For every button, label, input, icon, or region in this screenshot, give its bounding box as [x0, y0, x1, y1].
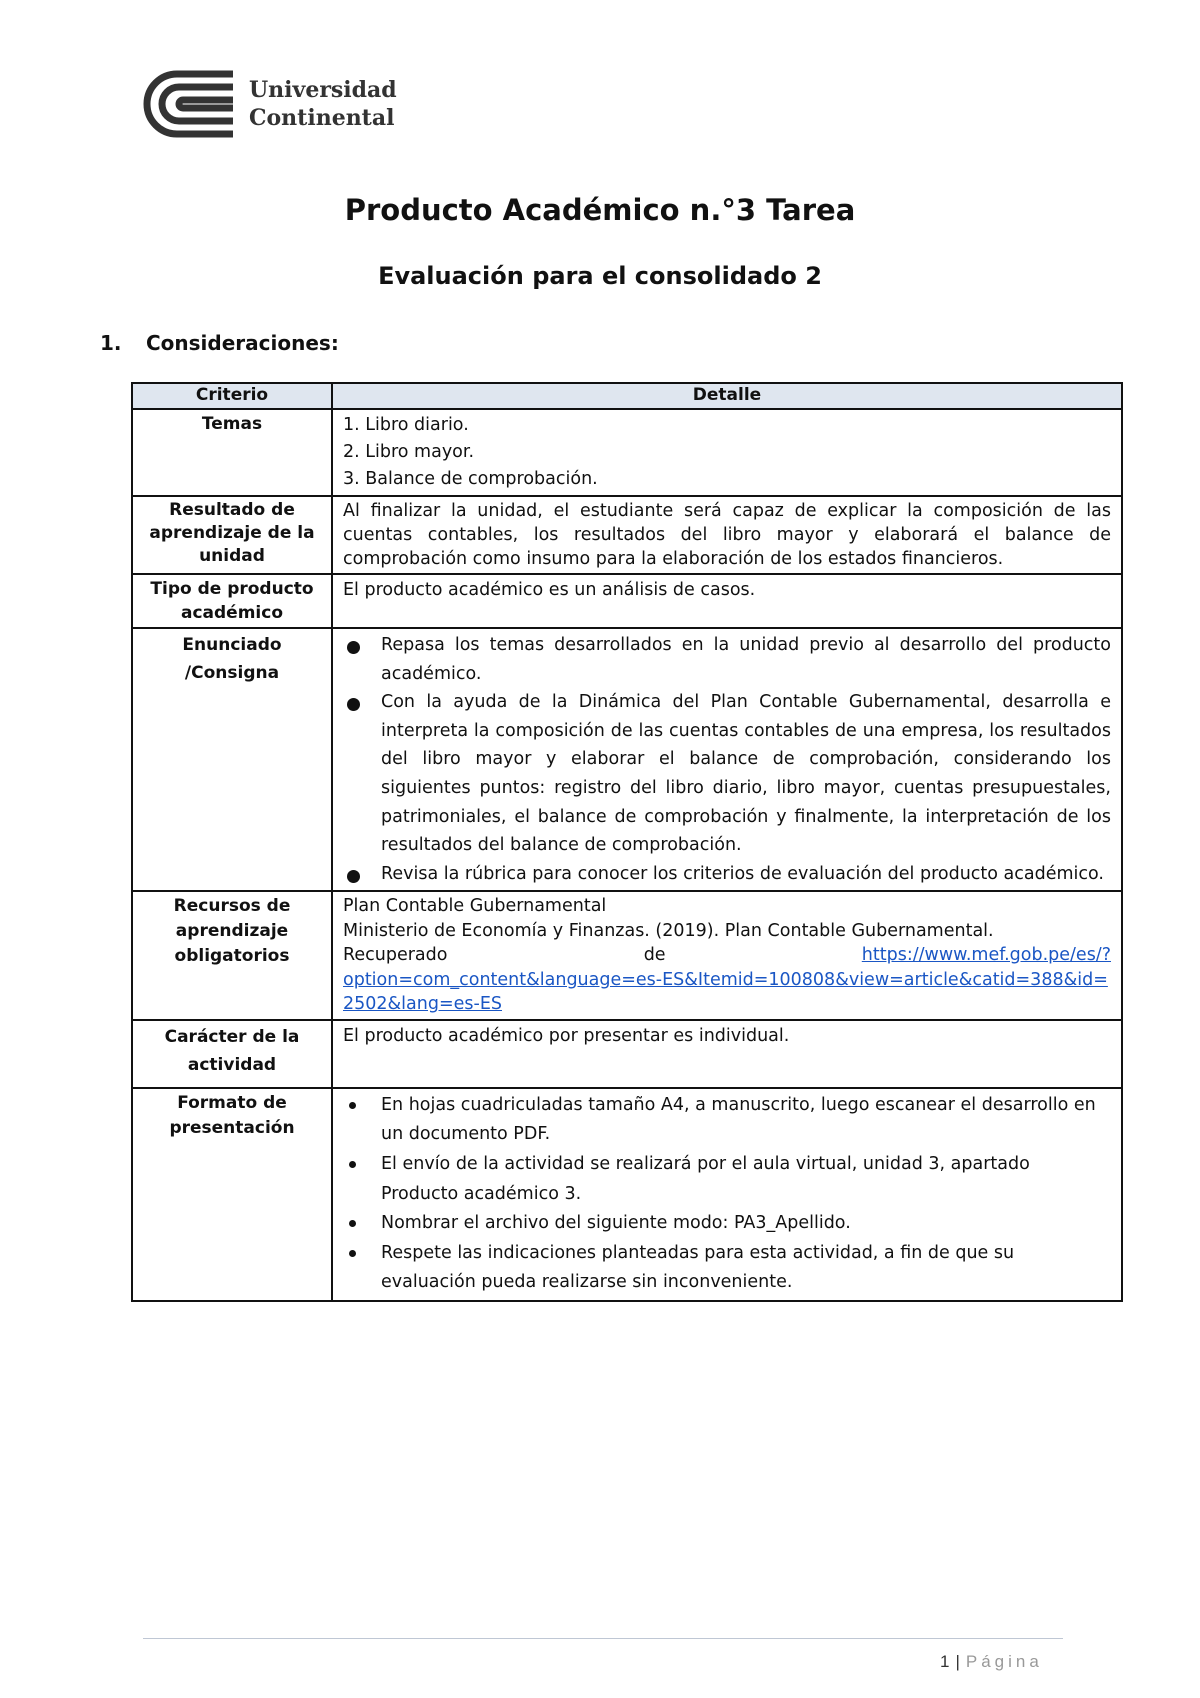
logo-line-2: Continental	[249, 105, 395, 131]
list-item	[343, 1239, 1111, 1298]
bullet-icon	[349, 1220, 356, 1227]
formato-detail	[332, 1088, 1122, 1301]
formato-item-text: En hojas cuadriculadas tamaño A4, a manuscrito, luego escanear el desarrollo en un documento PDF.	[381, 1094, 1096, 1145]
list-item	[343, 1209, 1111, 1239]
caracter-detail: El producto académico por presentar es individual.	[332, 1020, 1122, 1088]
table-row	[132, 496, 1122, 574]
formato-item-text: El envío de la actividad se realizará por el aula virtual, unidad 3, apartado Producto académico 3.	[381, 1154, 1030, 1204]
row-label-enunciado: Enunciado /Consigna	[132, 628, 332, 891]
section-label: Consideraciones:	[146, 331, 339, 355]
table-row	[132, 1020, 1122, 1088]
section-heading	[100, 331, 339, 355]
list-item	[343, 1150, 1111, 1209]
formato-list	[343, 1091, 1111, 1298]
footer-separator: |	[955, 1652, 960, 1671]
list-item	[343, 1091, 1111, 1150]
row-label-caracter: Carácter de la actividad	[132, 1020, 332, 1088]
row-label-temas: Temas	[132, 409, 332, 496]
page-subtitle: Evaluación para el consolidado 2	[378, 262, 822, 290]
tipo-detail: El producto académico es un análisis de casos.	[332, 574, 1122, 628]
tema-item: 2. Libro mayor.	[343, 442, 475, 462]
mef-link-rest[interactable]: option=com_content&language=es-ES&Itemid=100808&view=article&catid=388&id=2502&lang=es-ES	[343, 969, 1108, 1015]
resultado-detail: Al finalizar la unidad, el estudiante será capaz de explicar la composición de las cuentas contables, los resultados del libro mayor y elaborará el balance de comprobación como insumo para la elaboración de los estados financieros.	[332, 496, 1122, 574]
mef-link-start[interactable]: https://www.mef.gob.pe/es/?	[861, 945, 1111, 966]
section-number: 1.	[100, 331, 122, 355]
table-row	[132, 891, 1122, 1020]
formato-item-text: Nombrar el archivo del siguiente modo: PA3_Apellido.	[381, 1213, 851, 1234]
temas-detail	[332, 409, 1122, 496]
bullet-icon	[349, 1250, 356, 1257]
page-number: 1	[940, 1652, 950, 1671]
page-title: Producto Académico n.°3 Tarea	[344, 193, 856, 227]
table-header-row	[132, 383, 1122, 409]
tema-item: 3. Balance de comprobación.	[343, 469, 598, 489]
bullet-icon	[349, 1161, 356, 1168]
bullet-icon	[347, 641, 360, 654]
de-text: de	[643, 945, 666, 966]
row-label-resultado: Resultado de aprendizaje de la unidad	[132, 496, 332, 574]
footer-divider	[143, 1638, 1063, 1639]
page-label: Página	[965, 1652, 1043, 1671]
tema-item: 1. Libro diario.	[343, 415, 469, 435]
row-label-tipo: Tipo de producto académico	[132, 574, 332, 628]
enunciado-item-text: Con la ayuda de la Dinámica del Plan Contable Gubernamental, desarrolla e interpreta la composición de las cuentas contables de una empresa, los resultados del libro mayor y elaborar el balance de comprobación, considerando los siguientes puntos: registro del libro diario, libro mayor, cuentas presupuestales, patrimoniales, el balance de comprobación y finalmente, la interpretación de los resultados del balance de comprobación.	[381, 692, 1111, 856]
recursos-detail	[332, 891, 1122, 1020]
recurso-line-2: Ministerio de Economía y Finanzas. (2019). Plan Contable Gubernamental.	[343, 920, 994, 941]
list-item	[343, 688, 1111, 860]
bullet-icon	[347, 870, 360, 883]
row-label-formato: Formato de presentación	[132, 1088, 332, 1301]
list-item	[343, 860, 1111, 889]
header-criterio: Criterio	[132, 383, 332, 409]
list-item	[343, 631, 1111, 688]
table-row	[132, 574, 1122, 628]
bullet-icon	[347, 698, 360, 711]
table-row	[132, 409, 1122, 496]
bullet-icon	[349, 1102, 356, 1109]
continental-logo-icon	[143, 70, 239, 138]
logo-text	[249, 76, 397, 132]
table-row	[132, 628, 1122, 891]
enunciado-list	[343, 631, 1111, 888]
page-footer	[940, 1652, 1043, 1672]
university-logo	[143, 70, 403, 140]
recurso-line-1: Plan Contable Gubernamental	[343, 896, 607, 917]
considerations-table	[131, 382, 1123, 1302]
header-detalle: Detalle	[332, 383, 1122, 409]
formato-item-text: Respete las indicaciones planteadas para esta actividad, a fin de que su evaluación pueda realizarse sin inconveniente.	[381, 1242, 1015, 1293]
logo-line-1: Universidad	[249, 77, 397, 103]
recuperado-text: Recuperado	[343, 945, 448, 966]
enunciado-item-text: Repasa los temas desarrollados en la unidad previo al desarrollo del producto académico.	[381, 635, 1111, 684]
table-row	[132, 1088, 1122, 1301]
row-label-recursos: Recursos de aprendizaje obligatorios	[132, 891, 332, 1020]
enunciado-detail	[332, 628, 1122, 891]
enunciado-item-text: Revisa la rúbrica para conocer los criterios de evaluación del producto académico.	[381, 863, 1104, 884]
recurso-url-row	[343, 943, 1111, 968]
